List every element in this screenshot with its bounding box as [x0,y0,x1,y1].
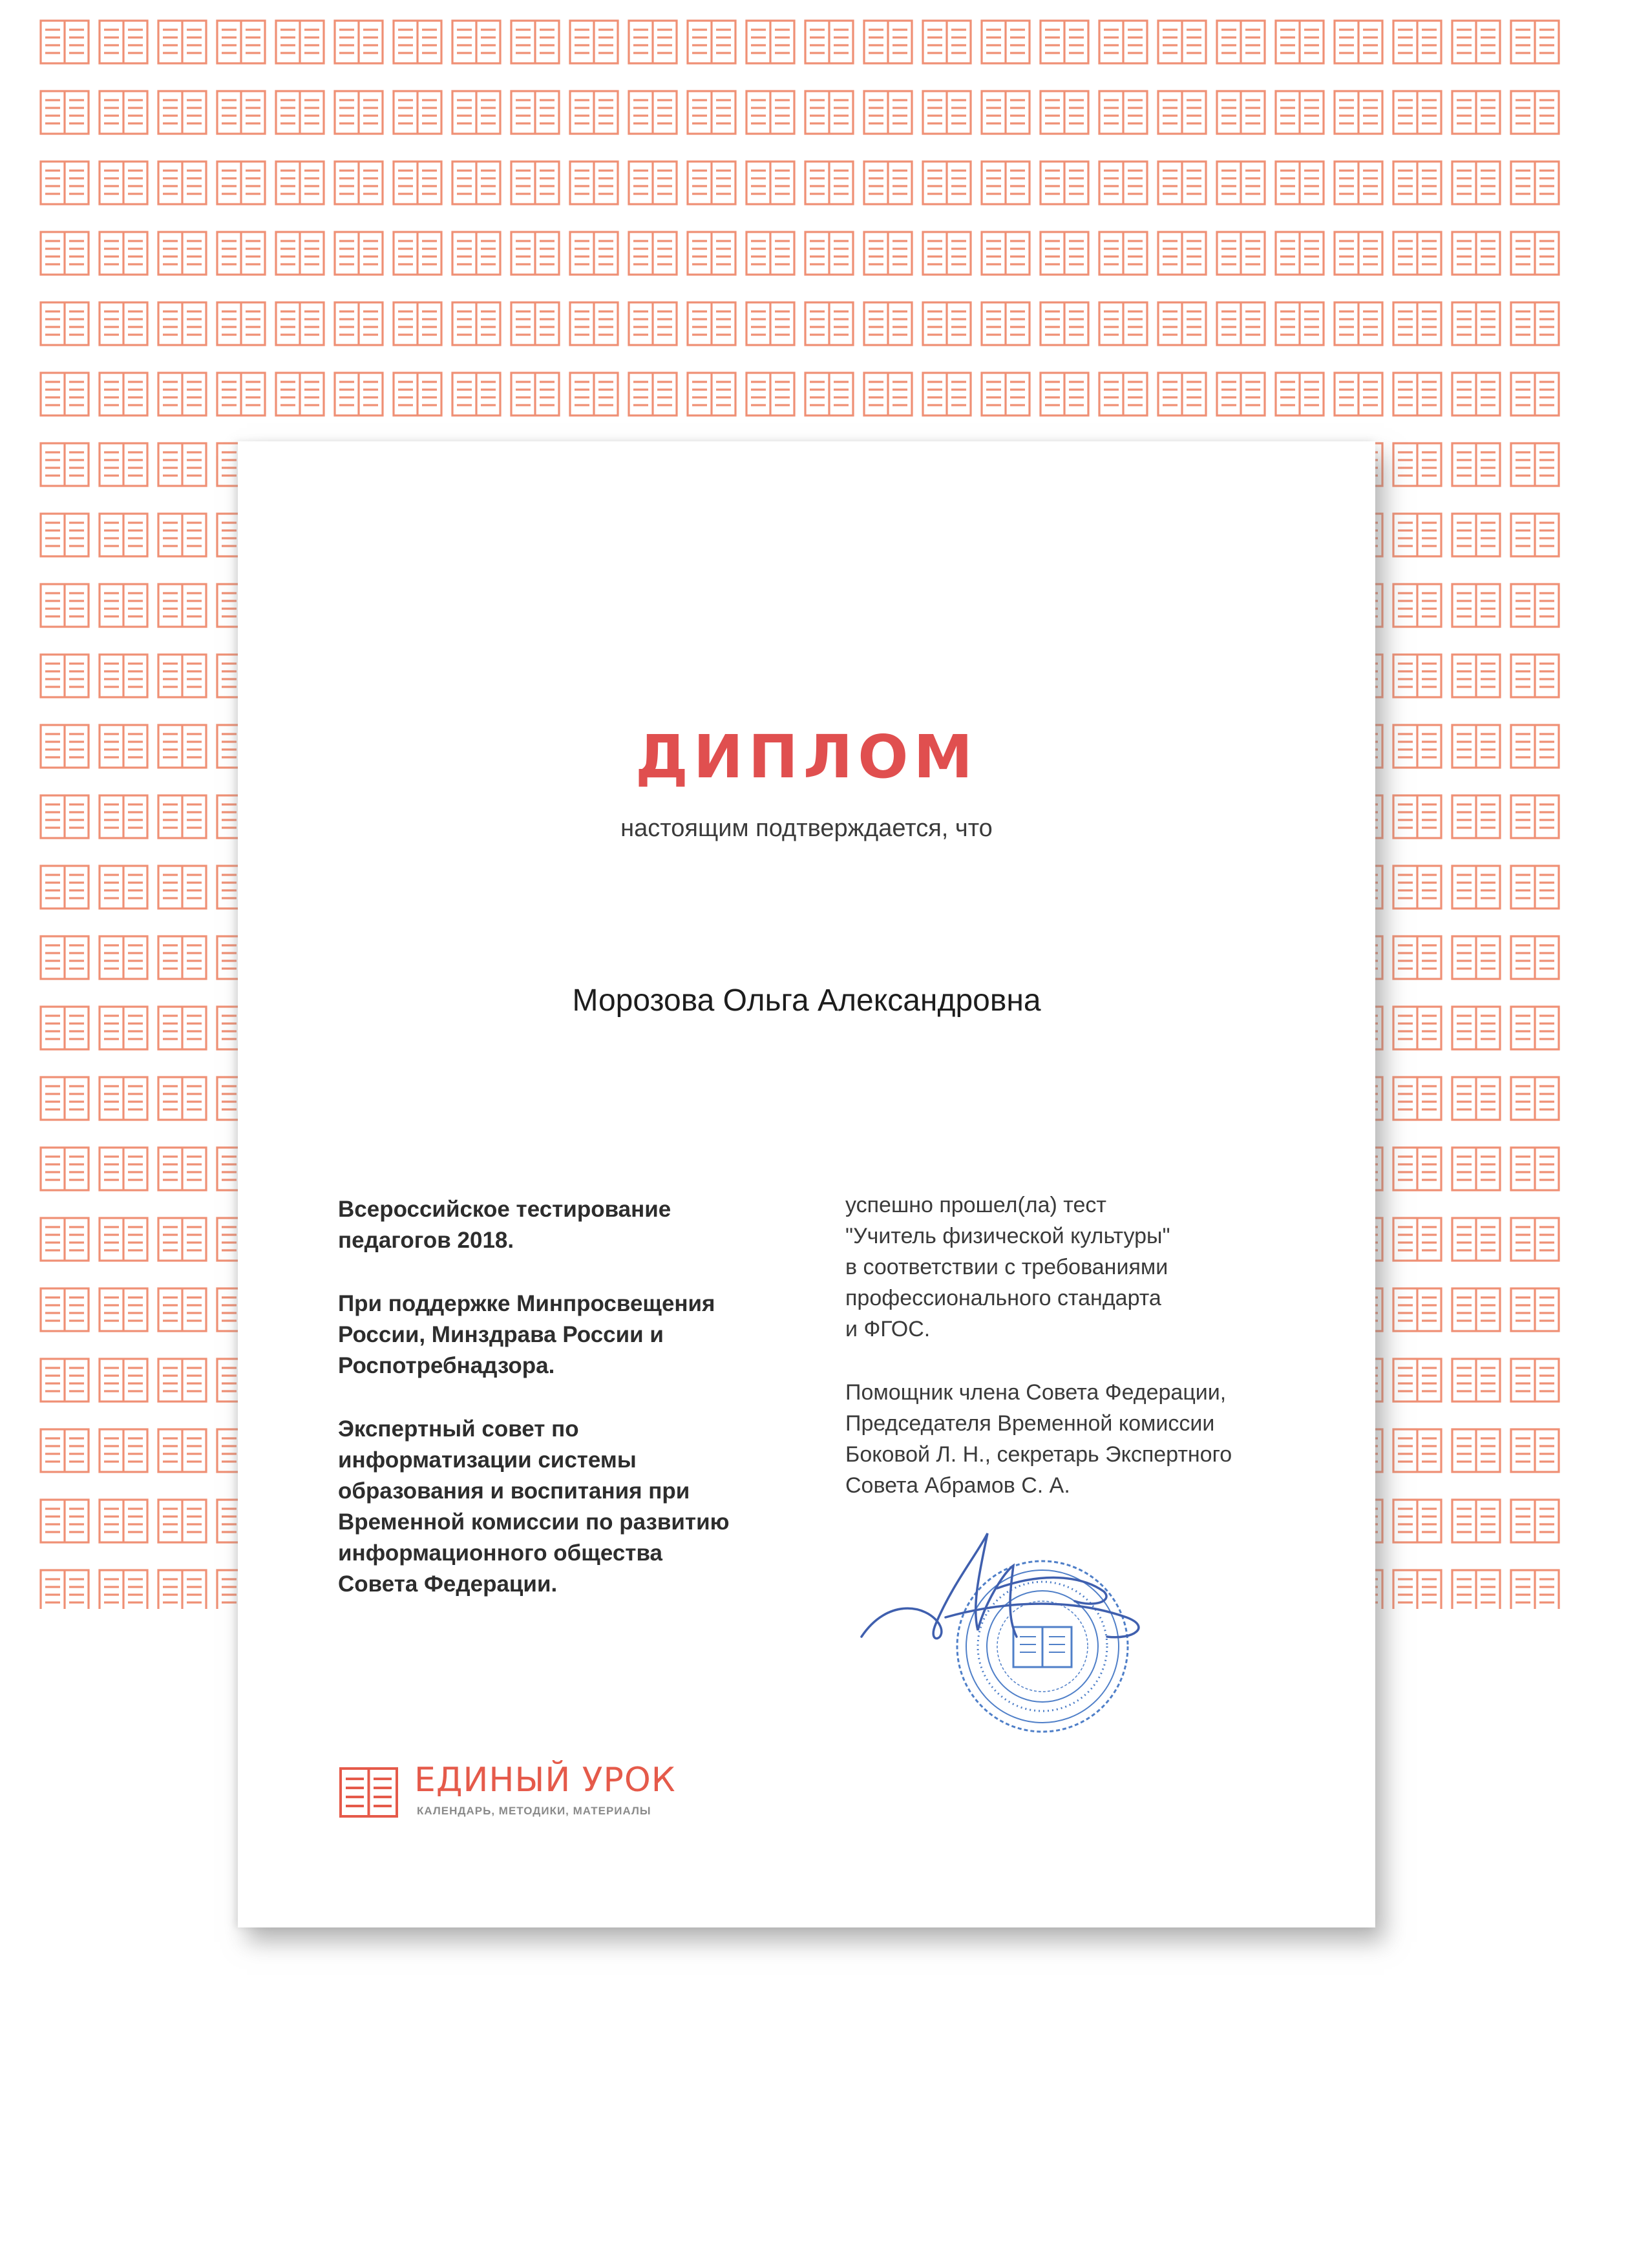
test-result: успешно прошел(ла) тест "Учитель физической культуры" в соответствии с требованиями профессионального стандарта и ФГОС. [845,1193,1170,1341]
diploma-title: ДИПЛОМ [635,722,978,792]
signatory-info: Помощник члена Совета Федерации, Председателя Временной комиссии Боковой Л. Н., секретарь Экспертного Совета Абрамов С. А. [845,1380,1232,1498]
support-info: При поддержке Минпросвещения России, Минздрава России и Роспотребнадзора. [338,1291,715,1378]
council-info: Экспертный совет по информатизации системы образования и воспитания при Временной комиссии по развитию информационного общества Совета Федерации. [338,1416,730,1597]
recipient-name: Морозова Ольга Александровна [572,983,1041,1018]
logo-tagline: КАЛЕНДАРЬ, МЕТОДИКИ, МАТЕРИАЛЫ [417,1805,651,1817]
logo-name: ЕДИНЫЙ УРОК [414,1761,676,1800]
handwritten-signature [861,1533,1139,1639]
stamp-seal [957,1561,1128,1732]
diploma-subtitle: настоящим подтверждается, что [620,815,993,842]
signature-and-stamp [849,1527,1198,1740]
book-icon [338,1765,399,1820]
edinyi-urok-logo [338,1759,790,1831]
testing-info: Всероссийское тестирование педагогов 2018. [338,1197,671,1253]
left-column [338,1194,829,1632]
right-column [845,1190,1349,1533]
diploma-card [238,441,1375,1927]
